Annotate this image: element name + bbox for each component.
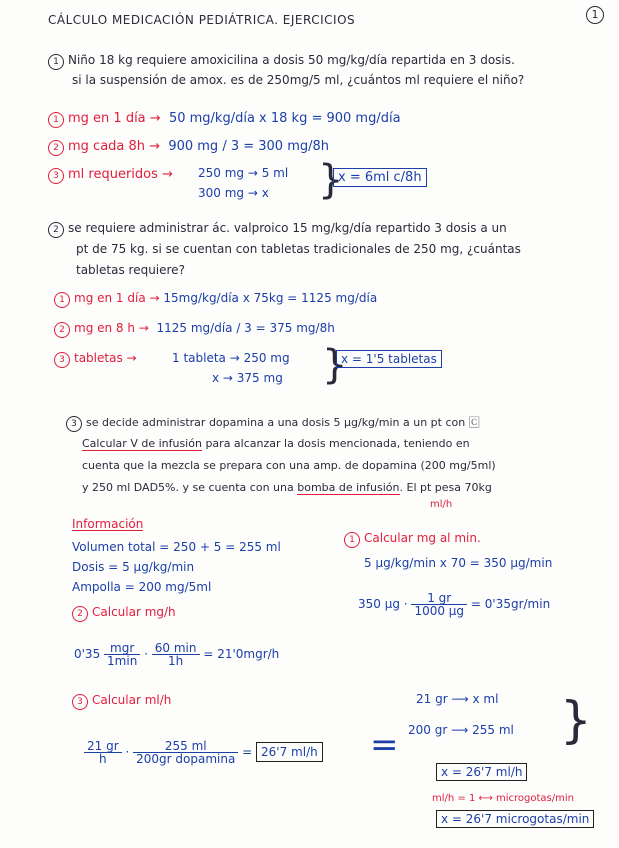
ex2-rule-line2: x → 375 mg	[212, 371, 283, 385]
ex1-rule-line1: 250 mg → 5 ml	[198, 166, 289, 180]
ex2-brace: }	[322, 342, 348, 388]
rule-line2: 200 gr ⟶ 255 ml	[408, 723, 514, 737]
info-dose: Dosis = 5 µg/kg/min	[72, 560, 195, 574]
page-title: CÁLCULO MEDICACIÓN PEDIÁTRICA. EJERCICIOS	[48, 13, 356, 27]
ex3-statement-line4: y 250 ml DAD5%. y se cuenta con una bomba de infusión. El pt pesa 70kg	[82, 481, 492, 494]
ex2-step3: 3 tabletas →	[54, 352, 137, 368]
q2-label: 2 Calcular mg/h	[72, 606, 176, 622]
q2-calc: 0'35 $\frac{\text{mgr}}{1\min}$ · $\frac{60 \min}{1h}$ = 21'0mgr/h	[74, 641, 280, 668]
ex2-rule-line1: 1 tableta → 250 mg	[172, 351, 290, 365]
ex3-number: 3	[66, 416, 82, 432]
q1-label: 1 Calcular mg al min.	[344, 532, 481, 548]
q3-label: 3 Calcular ml/h	[72, 694, 171, 710]
dropper-conversion: ml/h = 1 ⟷ microgotas/min	[432, 793, 574, 804]
info-volume: Volumen total = 250 + 5 = 255 ml	[72, 540, 281, 554]
ex1-result: x = 6ml c/8h	[333, 168, 427, 187]
rule-result: x = 26'7 ml/h	[436, 763, 527, 781]
info-title: Información	[72, 517, 144, 531]
ex1-number: 1	[48, 54, 64, 70]
ex1-step1: 1 mg en 1 día → 50 mg/kg/día x 18 kg = 900 mg/día	[48, 112, 401, 128]
q3-result: 26'7 ml/h	[256, 742, 323, 762]
q1-conversion: 350 µg · $\frac{1 gr}{\text{1000 µg}}$ = 0'35gr/min	[358, 591, 551, 618]
ex3-statement-line2: Calcular V de infusión para alcanzar la dosis mencionada, teniendo en	[82, 437, 470, 450]
ex2-step1: 1 mg en 1 día → 15mg/kg/día x 75kg = 1125 mg/día	[54, 292, 377, 308]
rule-brace: }	[560, 691, 592, 749]
ex2-number: 2	[48, 222, 64, 238]
info-ampoule: Ampolla = 200 mg/5ml	[72, 580, 212, 594]
rule-line1: 21 gr ⟶ x ml	[416, 692, 499, 706]
ex2-result: x = 1'5 tabletas	[336, 350, 442, 368]
ex2-step2: 2 mg en 8 h → 1125 mg/día / 3 = 375 mg/8h	[54, 322, 335, 338]
ex3-unit-note: ml/h	[430, 499, 453, 510]
q3-calc: $\frac{21 gr}{h}$ · $\frac{255 ml}{\text{200gr dopamina}}$ = 26'7 ml/h	[84, 740, 323, 765]
ex2-statement-line3: tabletas requiere?	[76, 263, 185, 277]
ex1-rule-line2: 300 mg → x	[198, 186, 269, 200]
ex3-statement-line1: 3 se decide administrar dopamina a una dosis 5 µg/kg/min a un pt con 🄲	[66, 416, 480, 432]
page-number: 1	[586, 6, 604, 24]
ex1-statement-line1: 1 Niño 18 kg requiere amoxicilina a dosis 50 mg/kg/día repartida en 3 dosis.	[48, 54, 515, 70]
ex1-statement-line2: si la suspensión de amox. es de 250mg/5 ml, ¿cuántos ml requiere el niño?	[72, 73, 525, 87]
ex1-brace: }	[318, 157, 344, 203]
ex1-step2: 2 mg cada 8h → 900 mg / 3 = 300 mg/8h	[48, 140, 329, 156]
final-result: x = 26'7 microgotas/min	[436, 810, 594, 828]
ex2-statement-line2: pt de 75 kg. si se cuentan con tabletas tradicionales de 250 mg, ¿cuántas	[76, 242, 521, 256]
ex1-step3: 3 ml requeridos →	[48, 168, 173, 184]
ex3-statement-line3: cuenta que la mezcla se prepara con una amp. de dopamina (200 mg/5ml)	[82, 459, 496, 472]
ex2-statement-line1: 2 se requiere administrar ác. valproico 15 mg/kg/día repartido 3 dosis a un	[48, 222, 507, 238]
q1-calc: 5 µg/kg/min x 70 = 350 µg/min	[364, 556, 553, 570]
equals-sign: =	[370, 725, 399, 765]
